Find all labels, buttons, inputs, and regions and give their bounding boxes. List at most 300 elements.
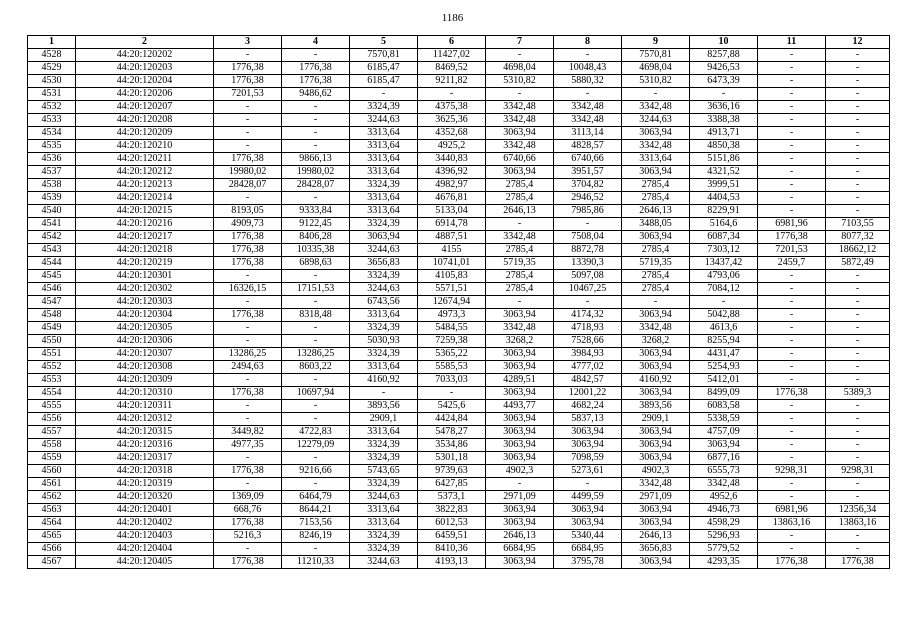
table-cell: 10048,43 xyxy=(554,62,622,75)
table-row xyxy=(28,439,890,452)
table-cell: 9122,45 xyxy=(282,218,350,231)
table-cell: 3063,94 xyxy=(486,361,554,374)
table-cell: 1776,38 xyxy=(214,75,282,88)
table-cell: 8193,05 xyxy=(214,205,282,218)
table-cell: - xyxy=(758,530,826,543)
table-cell: 3063,94 xyxy=(486,517,554,530)
table-cell: 13286,25 xyxy=(282,348,350,361)
table-cell: 4565 xyxy=(28,530,76,543)
table-cell: 1776,38 xyxy=(214,309,282,322)
table-cell: 4909,73 xyxy=(214,218,282,231)
table-cell: 8603,22 xyxy=(282,361,350,374)
table-cell: 3313,64 xyxy=(350,205,418,218)
table-cell: - xyxy=(282,192,350,205)
table-cell: 2785,4 xyxy=(622,270,690,283)
table-cell: 7508,04 xyxy=(554,231,622,244)
table-cell: 2971,09 xyxy=(486,491,554,504)
table-cell: 4531 xyxy=(28,88,76,101)
table-cell: 10741,01 xyxy=(418,257,486,270)
table-cell: 1776,38 xyxy=(758,556,826,569)
table-cell: 4567 xyxy=(28,556,76,569)
table-cell: 2785,4 xyxy=(486,283,554,296)
table-cell: 4424,84 xyxy=(418,413,486,426)
table-cell: 3449,82 xyxy=(214,426,282,439)
table-cell: 44:20:120306 xyxy=(76,335,214,348)
table-cell: 8257,88 xyxy=(690,49,758,62)
table-cell: 4982,97 xyxy=(418,179,486,192)
table-cell: - xyxy=(282,101,350,114)
table-cell: 8318,48 xyxy=(282,309,350,322)
table-cell: - xyxy=(282,270,350,283)
table-cell: 2946,52 xyxy=(554,192,622,205)
table-cell: - xyxy=(826,179,890,192)
table-cell: - xyxy=(418,387,486,400)
table-cell: 5340,44 xyxy=(554,530,622,543)
table-row xyxy=(28,309,890,322)
table-cell: 2646,13 xyxy=(486,530,554,543)
table-cell: 11427,02 xyxy=(418,49,486,62)
table-cell: - xyxy=(486,88,554,101)
table-cell: 3313,64 xyxy=(350,504,418,517)
table-cell: 3342,48 xyxy=(622,101,690,114)
table-cell: - xyxy=(826,296,890,309)
table-cell: 7570,81 xyxy=(350,49,418,62)
table-cell: 6427,85 xyxy=(418,478,486,491)
table-cell: 4529 xyxy=(28,62,76,75)
table-cell: 4777,02 xyxy=(554,361,622,374)
table-cell: 4375,38 xyxy=(418,101,486,114)
table-cell: 5478,27 xyxy=(418,426,486,439)
table-cell: - xyxy=(826,530,890,543)
table-cell: 9298,31 xyxy=(758,465,826,478)
table-cell: 9426,53 xyxy=(690,62,758,75)
table-cell: - xyxy=(758,426,826,439)
table-row xyxy=(28,387,890,400)
table-cell: 10697,94 xyxy=(282,387,350,400)
table-cell: 4555 xyxy=(28,400,76,413)
table-cell: 4289,51 xyxy=(486,374,554,387)
table-cell: 44:20:120202 xyxy=(76,49,214,62)
table-cell: 3324,39 xyxy=(350,452,418,465)
table-row xyxy=(28,465,890,478)
table-cell: - xyxy=(758,270,826,283)
table-cell: 44:20:120305 xyxy=(76,322,214,335)
table-cell: 44:20:120303 xyxy=(76,296,214,309)
table-cell: - xyxy=(282,322,350,335)
table-cell: 4549 xyxy=(28,322,76,335)
table-cell: 1776,38 xyxy=(282,75,350,88)
table-cell: - xyxy=(826,140,890,153)
table-cell: 3244,63 xyxy=(350,244,418,257)
table-cell: 4887,51 xyxy=(418,231,486,244)
table-cell: 3313,64 xyxy=(350,166,418,179)
table-cell: 4564 xyxy=(28,517,76,530)
table-cell: 4493,77 xyxy=(486,400,554,413)
table-cell: 4160,92 xyxy=(622,374,690,387)
table-row xyxy=(28,426,890,439)
table-cell: 3313,64 xyxy=(350,309,418,322)
table-cell: 7985,86 xyxy=(554,205,622,218)
table-row xyxy=(28,400,890,413)
table-cell: 3342,48 xyxy=(486,322,554,335)
table-cell: 9333,84 xyxy=(282,205,350,218)
table-cell: - xyxy=(282,478,350,491)
table-cell: 44:20:120301 xyxy=(76,270,214,283)
table-cell: 4155 xyxy=(418,244,486,257)
table-cell: 4554 xyxy=(28,387,76,400)
table-cell: 3063,94 xyxy=(486,413,554,426)
table-cell: - xyxy=(758,309,826,322)
table-cell: 7084,12 xyxy=(690,283,758,296)
table-cell: 4352,68 xyxy=(418,127,486,140)
table-cell: - xyxy=(350,387,418,400)
table-cell: 3313,64 xyxy=(350,140,418,153)
table-cell: 3324,39 xyxy=(350,439,418,452)
table-cell: 3704,82 xyxy=(554,179,622,192)
table-cell: 3342,48 xyxy=(486,114,554,127)
table-cell: 5133,04 xyxy=(418,205,486,218)
table-row xyxy=(28,127,890,140)
table-cell: 3342,48 xyxy=(486,140,554,153)
table-cell: 3244,63 xyxy=(622,114,690,127)
table-cell: 3063,94 xyxy=(486,556,554,569)
table-row xyxy=(28,543,890,556)
table-cell: 44:20:120310 xyxy=(76,387,214,400)
table-cell: - xyxy=(282,296,350,309)
table-cell: 4404,53 xyxy=(690,192,758,205)
table-cell: 7528,66 xyxy=(554,335,622,348)
table-cell: 3063,94 xyxy=(554,504,622,517)
table-cell: 8255,94 xyxy=(690,335,758,348)
table-cell: 4535 xyxy=(28,140,76,153)
table-cell: 7103,55 xyxy=(826,218,890,231)
table-cell: - xyxy=(826,413,890,426)
table-cell: 8406,28 xyxy=(282,231,350,244)
table-cell: 44:20:120203 xyxy=(76,62,214,75)
table-cell: 13437,42 xyxy=(690,257,758,270)
table-cell: 4850,38 xyxy=(690,140,758,153)
table-cell: 44:20:120402 xyxy=(76,517,214,530)
table-cell: 5151,86 xyxy=(690,153,758,166)
table-cell: 4562 xyxy=(28,491,76,504)
table-cell: - xyxy=(554,88,622,101)
table-cell: - xyxy=(758,192,826,205)
table-cell: 3063,94 xyxy=(486,387,554,400)
table-cell: 3063,94 xyxy=(622,452,690,465)
table-cell: 8872,78 xyxy=(554,244,622,257)
table-cell: 5301,18 xyxy=(418,452,486,465)
table-row xyxy=(28,231,890,244)
table-cell: 1776,38 xyxy=(826,556,890,569)
table-cell: 8410,36 xyxy=(418,543,486,556)
table-cell: 4757,09 xyxy=(690,426,758,439)
table-row xyxy=(28,257,890,270)
table-cell: 3063,94 xyxy=(622,517,690,530)
table-cell: 4546 xyxy=(28,283,76,296)
table-cell: 12356,34 xyxy=(826,504,890,517)
table-cell: - xyxy=(826,400,890,413)
table-cell: 2785,4 xyxy=(486,192,554,205)
table-cell: - xyxy=(826,101,890,114)
table-row xyxy=(28,374,890,387)
table-cell: - xyxy=(758,153,826,166)
table-cell: 1369,09 xyxy=(214,491,282,504)
table-cell: - xyxy=(758,374,826,387)
table-cell: - xyxy=(758,114,826,127)
table-cell: 44:20:120319 xyxy=(76,478,214,491)
table-cell: 6459,51 xyxy=(418,530,486,543)
table-cell: 44:20:120209 xyxy=(76,127,214,140)
table-cell: 4536 xyxy=(28,153,76,166)
table-row xyxy=(28,205,890,218)
table-cell: 1776,38 xyxy=(214,231,282,244)
table-cell: 44:20:120308 xyxy=(76,361,214,374)
table-cell: - xyxy=(826,62,890,75)
table-cell: 1776,38 xyxy=(214,556,282,569)
table-cell: 4105,83 xyxy=(418,270,486,283)
table-cell: - xyxy=(554,296,622,309)
table-cell: - xyxy=(486,296,554,309)
table-cell: 3063,94 xyxy=(622,361,690,374)
table-cell: - xyxy=(690,88,758,101)
table-cell: 4913,71 xyxy=(690,127,758,140)
table-cell: 4160,92 xyxy=(350,374,418,387)
table-cell: 3244,63 xyxy=(350,283,418,296)
table-cell: 44:20:120216 xyxy=(76,218,214,231)
table-cell: - xyxy=(826,166,890,179)
table-row xyxy=(28,413,890,426)
table-cell: - xyxy=(826,153,890,166)
table-row xyxy=(28,556,890,569)
table-cell: - xyxy=(826,322,890,335)
table-cell: 3342,48 xyxy=(622,478,690,491)
table-cell: 4566 xyxy=(28,543,76,556)
table-cell: 3324,39 xyxy=(350,478,418,491)
table-cell: 3063,94 xyxy=(622,504,690,517)
column-header: 2 xyxy=(76,36,214,49)
table-cell: 3342,48 xyxy=(622,140,690,153)
table-cell: 3063,94 xyxy=(486,439,554,452)
table-cell: - xyxy=(758,166,826,179)
table-cell: - xyxy=(758,478,826,491)
table-cell: 4563 xyxy=(28,504,76,517)
table-cell: 44:20:120316 xyxy=(76,439,214,452)
table-cell: 3636,16 xyxy=(690,101,758,114)
table-cell: 4545 xyxy=(28,270,76,283)
table-cell: 44:20:120318 xyxy=(76,465,214,478)
table-cell: 6740,66 xyxy=(554,153,622,166)
table-cell: 3656,83 xyxy=(350,257,418,270)
table-cell: 3795,78 xyxy=(554,556,622,569)
table-cell: - xyxy=(826,192,890,205)
table-cell: - xyxy=(214,374,282,387)
table-cell: 28428,07 xyxy=(214,179,282,192)
table-cell: 13390,3 xyxy=(554,257,622,270)
table-cell: 44:20:120210 xyxy=(76,140,214,153)
table-cell: 44:20:120317 xyxy=(76,452,214,465)
table-cell: 3063,94 xyxy=(622,426,690,439)
table-cell: 8077,32 xyxy=(826,231,890,244)
column-header: 9 xyxy=(622,36,690,49)
table-cell: 4902,3 xyxy=(486,465,554,478)
table-cell: 3268,2 xyxy=(486,335,554,348)
table-cell: 3324,39 xyxy=(350,348,418,361)
table-cell: 5310,82 xyxy=(486,75,554,88)
table-cell: 5585,53 xyxy=(418,361,486,374)
table-cell: 3488,05 xyxy=(622,218,690,231)
table-cell: 5373,1 xyxy=(418,491,486,504)
table-row xyxy=(28,179,890,192)
table-row xyxy=(28,296,890,309)
table-cell: 4842,57 xyxy=(554,374,622,387)
table-cell: 4793,06 xyxy=(690,270,758,283)
table-cell: - xyxy=(282,400,350,413)
table-cell: 8469,52 xyxy=(418,62,486,75)
table-cell: - xyxy=(758,101,826,114)
table-cell: - xyxy=(214,452,282,465)
table-cell: - xyxy=(758,439,826,452)
table-cell: - xyxy=(758,322,826,335)
table-cell: 668,76 xyxy=(214,504,282,517)
table-cell: 44:20:120204 xyxy=(76,75,214,88)
table-cell: - xyxy=(826,374,890,387)
table-cell: 3324,39 xyxy=(350,543,418,556)
table-cell: 2785,4 xyxy=(622,179,690,192)
table-cell: 3999,51 xyxy=(690,179,758,192)
table-row xyxy=(28,530,890,543)
table-row xyxy=(28,88,890,101)
table-cell: 44:20:120212 xyxy=(76,166,214,179)
table-cell: 16326,15 xyxy=(214,283,282,296)
table-row xyxy=(28,335,890,348)
table-cell: 3313,64 xyxy=(350,517,418,530)
table-cell: - xyxy=(214,114,282,127)
table-cell: 3268,2 xyxy=(622,335,690,348)
table-cell: 1776,38 xyxy=(758,231,826,244)
table-cell: 4542 xyxy=(28,231,76,244)
table-cell: 4548 xyxy=(28,309,76,322)
table-row xyxy=(28,361,890,374)
table-cell: 5719,35 xyxy=(622,257,690,270)
table-body xyxy=(28,49,890,569)
table-row xyxy=(28,218,890,231)
table-cell: 4541 xyxy=(28,218,76,231)
table-cell: 8229,91 xyxy=(690,205,758,218)
table-cell: 44:20:120214 xyxy=(76,192,214,205)
table-cell: 44:20:120215 xyxy=(76,205,214,218)
table-cell: - xyxy=(826,426,890,439)
table-cell: 6185,47 xyxy=(350,62,418,75)
table-cell: - xyxy=(826,114,890,127)
table-cell: 4698,04 xyxy=(486,62,554,75)
table-cell: 4952,6 xyxy=(690,491,758,504)
table-cell: 5484,55 xyxy=(418,322,486,335)
table-cell: 3313,64 xyxy=(350,153,418,166)
table-row xyxy=(28,75,890,88)
table-cell: - xyxy=(418,88,486,101)
table-cell: 6981,96 xyxy=(758,218,826,231)
table-cell: 3313,64 xyxy=(350,426,418,439)
table-cell: 10467,25 xyxy=(554,283,622,296)
table-cell: 5571,51 xyxy=(418,283,486,296)
table-cell: 3324,39 xyxy=(350,218,418,231)
table-row xyxy=(28,62,890,75)
table-cell: 3313,64 xyxy=(350,127,418,140)
table-cell: 5273,61 xyxy=(554,465,622,478)
table-cell: 5412,01 xyxy=(690,374,758,387)
table-cell: 1776,38 xyxy=(214,387,282,400)
table-cell: 3063,94 xyxy=(554,439,622,452)
table-cell: 11210,33 xyxy=(282,556,350,569)
table-cell: 5837,13 xyxy=(554,413,622,426)
table-cell: 9216,66 xyxy=(282,465,350,478)
table-cell: - xyxy=(758,205,826,218)
table-cell: 28428,07 xyxy=(282,179,350,192)
table-cell: 7201,53 xyxy=(758,244,826,257)
table-cell: 3313,64 xyxy=(350,192,418,205)
table-cell: - xyxy=(826,205,890,218)
table-cell: 5216,3 xyxy=(214,530,282,543)
table-cell: 6981,96 xyxy=(758,504,826,517)
table-cell: 2785,4 xyxy=(622,283,690,296)
table-cell: - xyxy=(826,75,890,88)
column-header: 12 xyxy=(826,36,890,49)
table-cell: 8644,21 xyxy=(282,504,350,517)
table-cell: 7098,59 xyxy=(554,452,622,465)
table-cell: 1776,38 xyxy=(214,244,282,257)
table-cell: - xyxy=(826,348,890,361)
table-cell: 44:20:120320 xyxy=(76,491,214,504)
table-cell: - xyxy=(758,452,826,465)
column-header: 3 xyxy=(214,36,282,49)
table-cell: 4552 xyxy=(28,361,76,374)
table-cell: 6684,95 xyxy=(554,543,622,556)
table-cell: 6555,73 xyxy=(690,465,758,478)
table-cell: - xyxy=(826,478,890,491)
table-cell: 3113,14 xyxy=(554,127,622,140)
table-row xyxy=(28,166,890,179)
table-cell: 44:20:120312 xyxy=(76,413,214,426)
table-cell: 3324,39 xyxy=(350,322,418,335)
table-cell: 6743,56 xyxy=(350,296,418,309)
table-cell: 44:20:120401 xyxy=(76,504,214,517)
table-cell: - xyxy=(826,270,890,283)
table-cell: 9486,62 xyxy=(282,88,350,101)
table-row xyxy=(28,452,890,465)
table-cell: - xyxy=(214,127,282,140)
table-cell: 4293,35 xyxy=(690,556,758,569)
table-cell: 4682,24 xyxy=(554,400,622,413)
table-cell: 3063,94 xyxy=(486,348,554,361)
table-row xyxy=(28,504,890,517)
table-cell: 4828,57 xyxy=(554,140,622,153)
table-cell: 4547 xyxy=(28,296,76,309)
table-cell: - xyxy=(622,296,690,309)
table-cell: 3063,94 xyxy=(486,426,554,439)
table-cell: 2909,1 xyxy=(350,413,418,426)
table-cell: 5425,6 xyxy=(418,400,486,413)
table-cell: 7259,38 xyxy=(418,335,486,348)
table-cell: 4559 xyxy=(28,452,76,465)
table-cell: 6083,58 xyxy=(690,400,758,413)
table-cell: - xyxy=(826,491,890,504)
table-cell: 5164,6 xyxy=(690,218,758,231)
table-cell: - xyxy=(826,439,890,452)
table-cell: - xyxy=(826,543,890,556)
table-cell: 5880,32 xyxy=(554,75,622,88)
table-cell: 6740,66 xyxy=(486,153,554,166)
table-cell: 13863,16 xyxy=(758,517,826,530)
